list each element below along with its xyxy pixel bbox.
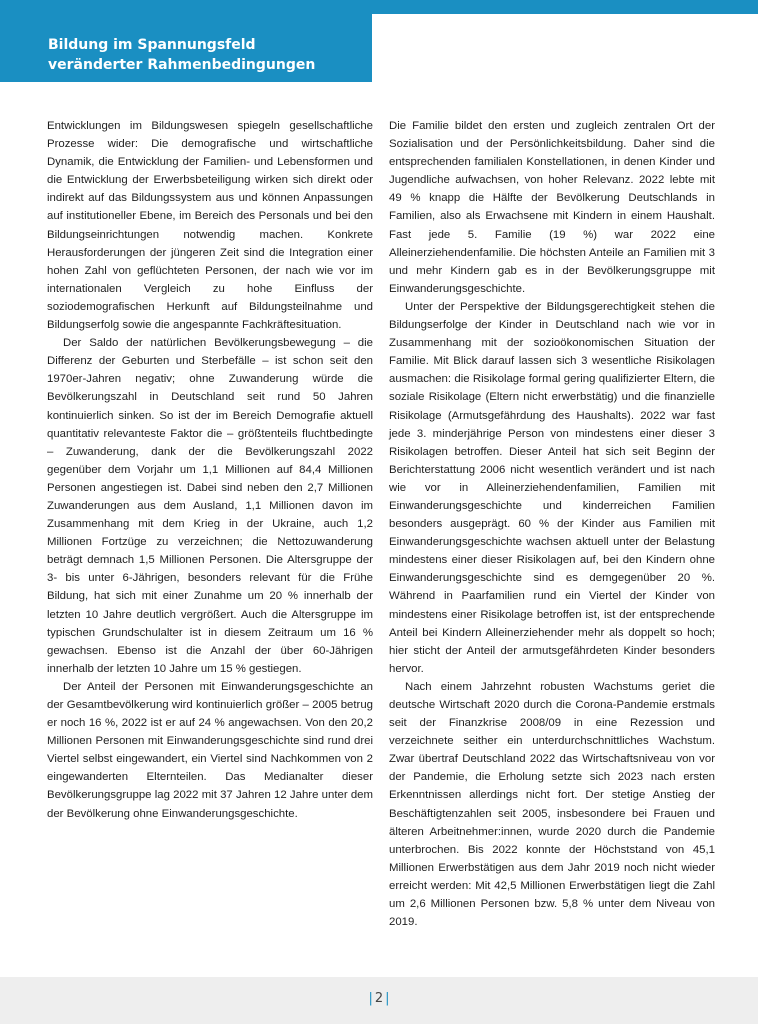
section-title-line-1: Bildung im Spannungsfeld xyxy=(48,37,256,53)
paragraph: Nach einem Jahrzehnt robusten Wachstums geriet die deutsche Wirtschaft 2020 durch die Corona-Pandemie erstmals seit der Finanzkrise 2008/09 in eine Rezession und verzeichnete seither ein unterdurchschnittliches Wachstum. Zwar übertraf Deutschland 2022 das Wirtschaftsniveau von vor der Pandemie, die Erholung setzte sich 2023 nach ersten Erkenntnissen allerdings nicht fort. Der stetige Anstieg der Beschäftigtenzahlen seit 2005, insbesondere bei Frauen und älteren Arbeitnehmer:innen, wurde 2020 durch die Pandemie unterbrochen. Bis 2022 konnte der Höchststand von 45,1 Millionen Erwerbstätigen aus dem Jahr 2019 noch nicht wieder erreicht werden: Mit 42,5 Millionen Erwerbstätigen liegt die Zahl um 2,6 Millionen Personen bzw. 5,8 % unter dem Niveau von 2019. xyxy=(389,680,715,929)
paragraph: Unter der Perspektive der Bildungsgerechtigkeit stehen die Bildungserfolge der Kinder in Deutschland nach wie vor in Zusammenhang mit der sozioökonomischen Situation der Familie. Mit Blick darauf lassen sich 3 wesentliche Risikolagen ausmachen: die Risikolage formal gering qualifizierter Eltern, die soziale Risikolage (Eltern nicht erwerbstätig) und die finanzielle Risikolage (Armutsgefährdung des Haushalts). 2022 war fast jede 3. minderjährige Person von mindestens einer dieser 3 Risikolagen betroffen. Dieser Anteil hat sich seit Beginn der Berichterstattung 2006 nicht wesentlich verändert und ist nach wie vor in Alleinerziehendenfamilien, Familien mit Einwanderungsgeschichte und kinderreichen Familien besonders ausgeprägt. 60 % der Kinder aus Familien mit Einwanderungsgeschichte wachsen aktuell unter der Belastung mindestens einer dieser Risikolagen auf, bei den Kindern ohne Einwanderungsgeschichte sind es demgegenüber 20 %. Während in Paarfamilien rund ein Viertel der Kinder von mindestens einer Risikolage betroffen ist, ist der entsprechende Anteil bei Kindern Alleinerziehender mehr als doppelt so hoch; hier sticht der Anteil der armutsgefährdeten Kinder besonders hervor. xyxy=(389,300,715,675)
paragraph: Die Familie bildet den ersten und zugleich zentralen Ort der Sozialisation und der Persönlichkeitsbildung. Daher sind die entsprechenden familialen Konstellationen, in denen Kinder und Jugendliche aufwachsen, von hoher Relevanz. 2022 lebte mit 49 % knapp die Hälfte der Bevölkerung Deutschlands in Familien, also als Erwachsene mit Kindern in einem Haushalt. Fast jede 5. Familie (19 %) war 2022 eine Alleinerziehendenfamilie. Die höchsten Anteile an Familien mit 3 und mehr Kindern gab es in der Bevölkerungsgruppe mit Einwanderungsgeschichte. xyxy=(389,120,715,295)
page-number-divider-left: | xyxy=(368,991,373,1006)
paragraph: Entwicklungen im Bildungswesen spiegeln gesellschaftliche Prozesse wider: Die demografische und wirtschaftliche Dynamik, die Entwicklung der Familien- und Lebensformen und die Entwicklung der Erwerbsbeteiligung wirken sich direkt oder indirekt auf das Bildungssystem aus und können Anpassungen auf institutioneller Ebene, im Bereich des Personals und bei den Bildungseinrichtungen notwendig machen. Konkrete Herausforderungen der jüngeren Zeit sind die Integration einer hohen Zahl von geflüchteten Personen, der nach wie vor im internationalen Vergleich zu hohe Einfluss der soziodemografischen Herkunft auf Bildungsteilnahme und Bildungserfolg sowie die angespannte Fachkräftesituation. xyxy=(47,120,373,332)
section-title-line-2: veränderter Rahmenbedingungen xyxy=(48,57,316,73)
page-number-divider-right: | xyxy=(385,991,390,1006)
section-title xyxy=(48,35,315,75)
right-text-column xyxy=(389,117,715,931)
header-accent-strip xyxy=(0,0,758,14)
page-number xyxy=(0,991,758,1006)
paragraph: Der Saldo der natürlichen Bevölkerungsbewegung – die Differenz der Geburten und Sterbefälle – ist schon seit den 1970er-Jahren negativ; ohne Zuwanderung würde die Bevölkerungszahl in Deutschland seit rund 50 Jahren kontinuierlich sinken. So ist der im Bereich Demografie aktuell quantitativ relevanteste Faktor die – größtenteils fluchtbedingte – Zuwanderung, dank der die Bevölkerungszahl 2022 gegenüber dem Vorjahr um 1,1 Millionen auf 84,4 Millionen Personen angestiegen ist. Dabei sind neben den 2,7 Millionen Zuwanderungen aus dem Ausland, 1,1 Millionen davon im Zusammenhang mit dem Krieg in der Ukraine, auch 1,2 Millionen Fortzüge zu verzeichnen; die Nettozuwanderung beträgt demnach 1,5 Millionen Personen. Die Altersgruppe der 3- bis unter 6-Jährigen, besonders relevant für die Frühe Bildung, hat sich mit einer Zunahme um 20 % innerhalb der letzten 10 Jahre deutlich vergrößert. Auch die Altersgruppe im typischen Grundschulalter ist in diesem Zeitraum um 16 % gewachsen. Ebenso ist die Anzahl der über 60-Jährigen innerhalb der letzten 10 Jahre um 15 % gestiegen. xyxy=(47,337,373,675)
left-text-column xyxy=(47,117,373,823)
section-header xyxy=(0,14,372,82)
page-number-value: 2 xyxy=(374,991,384,1006)
paragraph: Der Anteil der Personen mit Einwanderungsgeschichte an der Gesamtbevölkerung wird kontinuierlich größer – 2005 betrug er noch 16 %, 2022 ist er auf 24 % angewachsen. Von den 20,2 Millionen Personen mit Einwanderungsgeschichte sind rund drei Viertel selbst eingewandert, ein Viertel sind Nachkommen von 2 eingewanderten Elternteilen. Das Medianalter dieser Bevölkerungsgruppe lag 2022 mit 37 Jahren 12 Jahre unter dem der Bevölkerung ohne Einwanderungsgeschichte. xyxy=(47,680,373,820)
